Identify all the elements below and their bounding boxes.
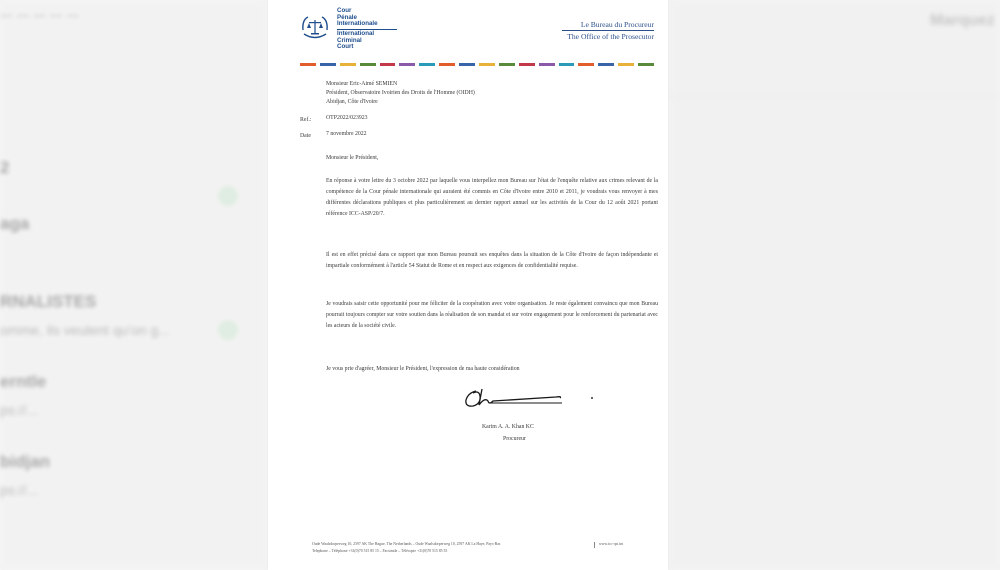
recipient-name: Monsieur Eric-Aimé SEMIEN — [326, 81, 398, 87]
footer-phone: Telephone – Téléphone +31(0)70 515 85 15 – Facsimile – Télécopie +31(0)70 515 85 55 — [312, 549, 448, 553]
ref-value: OTP2022/023923 — [326, 115, 368, 121]
office-divider — [562, 30, 654, 31]
background-chat-list — [0, 0, 268, 570]
stripe-segment — [300, 63, 316, 66]
body-paragraph: Il est en effet précisé dans ce rapport que mon Bureau poursuit ses enquêtes dans la situation de la Côte d'Ivoire de façon indépendante et impartiale conformément à l'article 54 Statut de Rome et en respect aux exigences de confidentialité requise. — [326, 252, 658, 269]
stripe-segment — [360, 63, 376, 66]
stripe-segment — [638, 63, 654, 66]
stripe-segment — [559, 63, 575, 66]
letterhead-color-stripe — [300, 63, 654, 66]
stripe-segment — [399, 63, 415, 66]
background-chat-row — [0, 372, 268, 442]
body-paragraph: Je voudrais saisir cette opportunité pour me féliciter de la coopération avec votre organisation. Je reste également convaincu que mon Bureau pourrait toujours compter sur votre soutien dans la réalisation de son mandat et sur votre engagement pour le renforcement du partenariat avec les acteurs de la société civile. — [326, 301, 658, 329]
stripe-segment — [519, 63, 535, 66]
stripe-segment — [380, 63, 396, 66]
salutation: Monsieur le Président, — [326, 155, 379, 161]
letter-page[interactable] — [268, 0, 668, 570]
org-name-french: Cour Pénale Internationale — [337, 7, 378, 27]
chat-title: aga — [0, 214, 30, 233]
background-chat-row — [0, 292, 268, 362]
chat-preview: ps://... — [0, 402, 39, 418]
signer-title: Procureur — [503, 436, 526, 442]
stripe-segment — [479, 63, 495, 66]
org-name-english: International Criminal Court — [337, 30, 375, 50]
stripe-segment — [320, 63, 336, 66]
office-name-english: The Office of the Prosecutor — [567, 32, 654, 41]
office-name-french: Le Bureau du Procureur — [580, 20, 654, 29]
signer-name: Karim A. A. Khan KC — [482, 424, 534, 430]
date-value: 7 novembre 2022 — [326, 131, 367, 137]
stripe-segment — [598, 63, 614, 66]
chat-title: erntle — [0, 372, 47, 391]
background-chat-row — [0, 452, 268, 522]
chat-title: 2 — [0, 158, 10, 177]
stripe-segment — [499, 63, 515, 66]
stripe-segment — [439, 63, 455, 66]
signature-image — [462, 383, 572, 413]
ref-label: Ref.: — [300, 117, 312, 123]
footer-address: Oude Waalsdorperweg 10, 2597 AK The Hague, The Netherlands – Oude Waalsdorperweg 10, 2597 AK La Haye, Pays-Bas — [312, 542, 501, 546]
closing-paragraph: Je vous prie d'agréer, Monsieur le Président, l'expression de ma haute considération — [326, 366, 520, 372]
body-paragraph: En réponse à votre lettre du 3 octobre 2022 par laquelle vous interpellez mon Bureau sur l'état de l'enquête relative aux crimes relevant de la compétence de la Cour pénale internationale qui auraient été commis en Côte d'Ivoire entre 2010 et 2011, je voudrais vous renvoyer à mes différentes déclarations publiques et plus particulièrement au dernier rapport annuel sur les activités de la Cour du 12 août 2021 portant référence ICC-ASP/20/7. — [326, 178, 658, 217]
stripe-segment — [618, 63, 634, 66]
date-label: Date — [300, 133, 311, 139]
recipient-city: Abidjan, Côte d'Ivoire — [326, 99, 378, 105]
background-header: ... ... ... ... ... — [0, 4, 80, 21]
unread-badge — [218, 186, 238, 206]
recipient-position: Président, Observatoire Ivoirien des Droits de l'Homme (OIDH) — [326, 90, 475, 96]
chat-preview: ps://... — [0, 482, 39, 498]
stripe-segment — [539, 63, 555, 66]
background-contact-name: Marquez — [930, 12, 995, 29]
stripe-segment — [419, 63, 435, 66]
unread-badge — [218, 320, 238, 340]
stripe-segment — [578, 63, 594, 66]
icc-logo-icon — [300, 14, 330, 42]
background-divider — [668, 96, 1000, 97]
chat-title: RNALISTES — [0, 292, 97, 311]
background-panel — [668, 0, 1000, 570]
chat-preview: omme, ils veulent qu'on g... — [0, 322, 170, 338]
chat-title: bidjan — [0, 452, 51, 471]
footer-website[interactable]: www.icc-cpi.int — [599, 542, 624, 546]
stripe-segment — [340, 63, 356, 66]
stripe-segment — [459, 63, 475, 66]
signature-dot — [591, 397, 593, 399]
background-chat-row — [0, 214, 268, 284]
footer-separator — [594, 542, 595, 548]
